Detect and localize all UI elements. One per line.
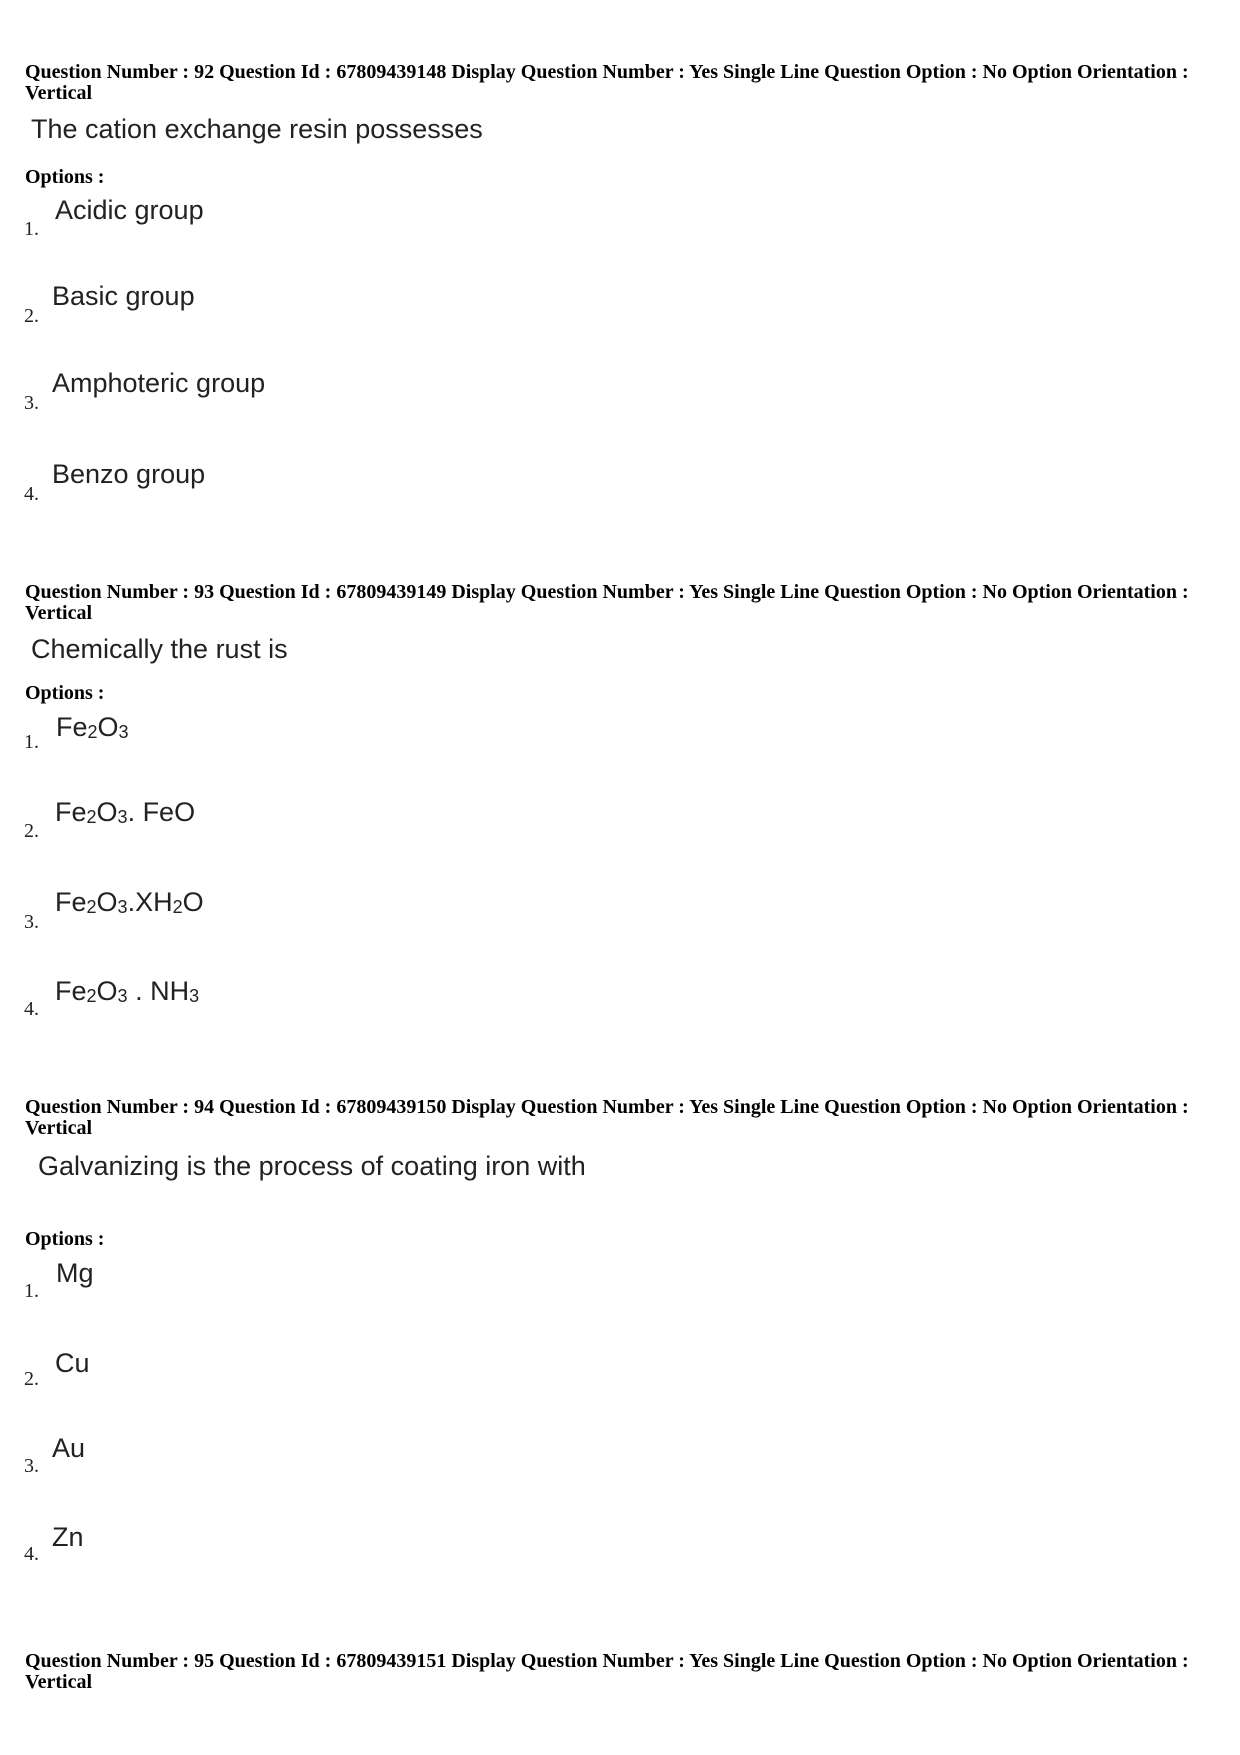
option-number: 4. [24, 998, 39, 1020]
option-text: Benzo group [52, 459, 206, 489]
option-number: 3. [24, 911, 39, 933]
options-label: Options : [25, 166, 105, 188]
option-text: $Fe_2O_3$. FeO [55, 797, 196, 827]
option-number: 1. [24, 731, 39, 753]
question-header: Question Number : 94 Question Id : 67809439150 Display Question Number : Yes Single Line Question Option : No Option Orientation : Vertical [25, 1096, 1189, 1139]
option-text: Cu [55, 1348, 90, 1378]
option-number: 4. [24, 1543, 39, 1565]
option-text: Mg [56, 1258, 94, 1288]
option-number: 1. [24, 1280, 39, 1302]
option-number: 3. [24, 392, 39, 414]
option-text: Amphoteric group [52, 368, 266, 398]
option-text: Zn [52, 1522, 84, 1552]
option-text: Au [52, 1433, 86, 1463]
question-text: Chemically the rust is [31, 634, 288, 664]
question-header: Question Number : 92 Question Id : 67809439148 Display Question Number : Yes Single Line Question Option : No Option Orientation : Vertical [25, 61, 1189, 104]
option-text: $Fe_2O_3$ [56, 712, 129, 742]
option-number: 2. [24, 1368, 39, 1390]
option-text: $Fe_2O_3.XH_2O$ [55, 887, 204, 917]
option-text: Basic group [52, 281, 195, 311]
option-text: $Fe_2O_3$ . $NH_3$ [55, 976, 200, 1006]
options-label: Options : [25, 1228, 105, 1250]
question-text: Galvanizing is the process of coating iron with [38, 1151, 586, 1181]
option-number: 3. [24, 1455, 39, 1477]
options-label: Options : [25, 682, 105, 704]
question-header: Question Number : 95 Question Id : 67809439151 Display Question Number : Yes Single Line Question Option : No Option Orientation : Vertical [25, 1650, 1189, 1693]
option-number: 2. [24, 305, 39, 327]
option-number: 4. [24, 483, 39, 505]
question-text: The cation exchange resin possesses [31, 114, 483, 144]
question-header: Question Number : 93 Question Id : 67809439149 Display Question Number : Yes Single Line Question Option : No Option Orientation : Vertical [25, 581, 1189, 624]
option-number: 1. [24, 218, 39, 240]
option-number: 2. [24, 820, 39, 842]
option-text: Acidic group [55, 195, 204, 225]
